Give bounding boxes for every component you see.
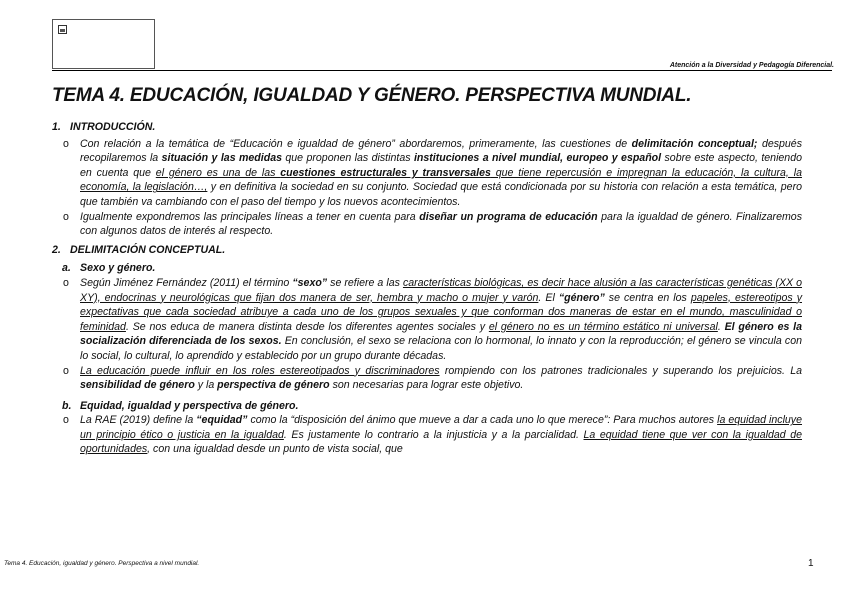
subsection-heading-equidad: b. Equidad, igualdad y perspectiva de género.: [62, 399, 299, 412]
header-course-title: Atención a la Diversidad y Pedagogía Diferencial.: [669, 62, 834, 69]
page-title: TEMA 4. EDUCACIÓN, IGUALDAD Y GÉNERO. PERSPECTIVA MUNDIAL.: [52, 85, 692, 106]
bullet-marker: o: [63, 276, 69, 289]
page-number: 1: [808, 558, 814, 569]
section-heading-delimitacion: 2. DELIMITACIÓN CONCEPTUAL.: [52, 243, 226, 256]
section-heading-introduccion: 1. INTRODUCCIÓN.: [52, 121, 156, 133]
bullet-paragraph: o Igualmente expondremos las principales líneas a tener en cuenta para diseñar un programa de educación para la igualdad de género. Finalizaremos con algunos datos de interés al respecto.: [63, 210, 802, 238]
bullet-paragraph: o Con relación a la temática de “Educación e igualdad de género” abordaremos, primeramente, las cuestiones de delimitación conceptual; después recopilaremos la situación y las medidas que proponen las distintas instituciones a nivel mundial, europeo y español sobre este aspecto, teniendo en cuenta que el género es una de las cuestiones estructurales y transversales que tiene repercusión e impregnan la educación, la cultura, la economía, la legislación…, y en definitiva la sociedad en su conjunto. Sociedad que está condicionada por su historia con relación a esta temática, pero que también va cambiando con el paso del tiempo y los nuevos acontecimientos.: [63, 137, 802, 208]
bullet-paragraph: o La educación puede influir en los roles estereotipados y discriminadores rompiendo con los patrones tradicionales y superando los prejuicios. La sensibilidad de género y la perspectiva de género son necesarias para lograr este objetivo.: [63, 364, 803, 392]
broken-image-icon: [58, 25, 67, 34]
header-divider: [52, 70, 832, 71]
footer-text: Tema 4. Educación, igualdad y género. Perspectiva a nivel mundial.: [4, 560, 200, 567]
bullet-marker: o: [63, 210, 69, 223]
bullet-paragraph: o Según Jiménez Fernández (2011) el término “sexo” se refiere a las características biológicas, es decir hace alusión a las características genéticas (XX o XY), endocrinas y neurológicas que fijan dos manera de ser, hembra y macho o mujer y varón. El “género” se centra en los papeles, estereotipos y expectativas que cada sociedad atribuye a cada uno de los grupos sexuales y que conforman dos maneras de estar en el mundo, masculinidad o feminidad. Se nos educa de manera distinta desde los diferentes agentes sociales y el género no es un término estático ni universal. El género es la socialización diferenciada de los sexos. En conclusión, el sexo se relaciona con lo hormonal, lo innato y con la reproducción; el género se vincula con lo social, lo cultural, lo aprendido y establecido por un grupo durante décadas.: [63, 276, 803, 362]
document-body: [52, 120, 802, 457]
bullet-marker: o: [63, 414, 69, 427]
logo-placeholder: [52, 19, 155, 69]
bullet-paragraph: o La RAE (2019) define la “equidad” como la “disposición del ánimo que mueve a dar a cada uno lo que merece”: Para muchos autores la equidad incluye un principio ético o justicia en la igualdad. Es justamente lo contrario a la injusticia y a la parcialidad. La equidad tiene que ver con la igualdad de oportunidades, con una igualdad desde un punto de vista social, que: [63, 414, 802, 456]
bullet-marker: o: [63, 364, 69, 377]
subsection-heading-sexo-genero: a. Sexo y género.: [62, 262, 156, 275]
bullet-marker: o: [63, 137, 69, 150]
